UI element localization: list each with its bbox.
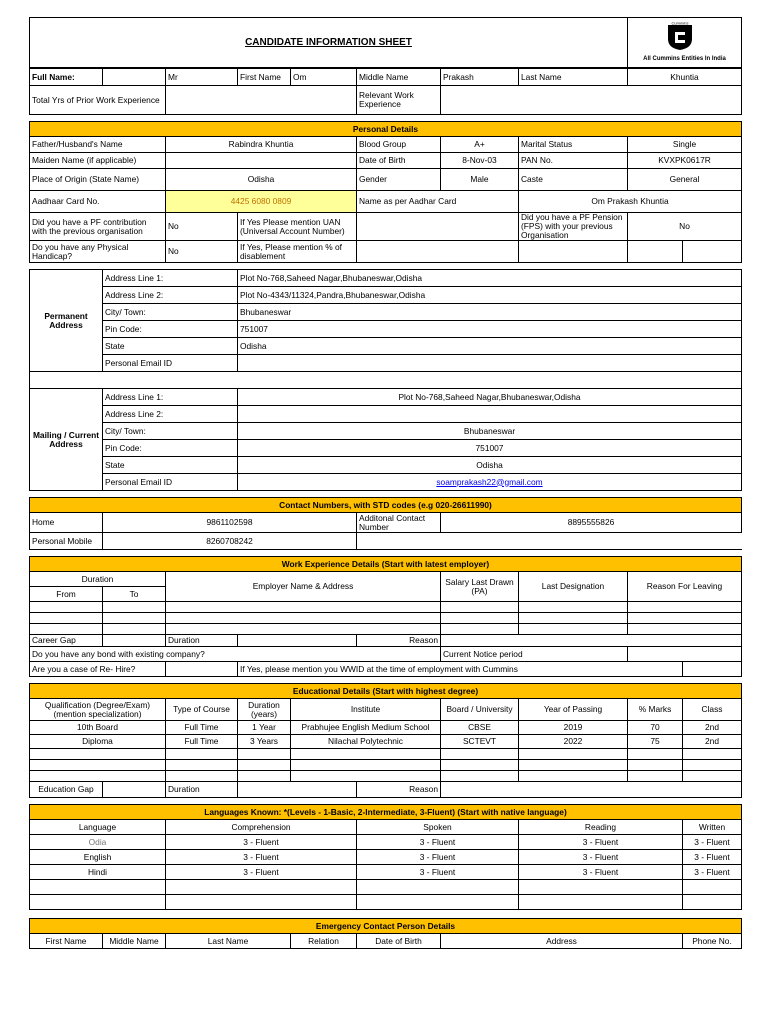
emergency-col-header: Phone No. <box>683 934 742 949</box>
mobile-field[interactable]: 8260708242 <box>103 533 357 550</box>
main-grid <box>29 68 742 949</box>
marital-status-label: Marital Status <box>519 137 628 153</box>
aadhaar-name-field[interactable]: Om Prakash Khuntia <box>519 191 742 213</box>
header-table <box>29 17 742 68</box>
gender-label: Gender <box>357 169 441 191</box>
total-experience-field[interactable] <box>166 86 357 115</box>
middle-name-field[interactable]: Prakash <box>441 69 519 86</box>
perm-value[interactable]: Bhubaneswar <box>238 304 742 321</box>
edu-col-header: Class <box>683 699 742 721</box>
aadhaar-name-label: Name as per Aadhar Card <box>357 191 519 213</box>
logo-cell <box>628 18 742 68</box>
first-name-label: First Name <box>238 69 291 86</box>
disablement-label: If Yes, Please mention % of disablement <box>238 241 357 263</box>
mail-value[interactable]: Bhubaneswar <box>238 423 742 440</box>
perm-label: Address Line 1: <box>103 270 238 287</box>
email-link[interactable]: soamprakash22@gmail.com <box>436 476 543 487</box>
maiden-name-field[interactable] <box>166 153 357 169</box>
perm-value[interactable] <box>238 355 742 372</box>
father-name-field[interactable]: Rabindra Khuntia <box>166 137 357 153</box>
caste-field[interactable]: General <box>628 169 742 191</box>
wwid-field[interactable] <box>683 662 742 677</box>
perm-label: Personal Email ID <box>103 355 238 372</box>
last-name-label: Last Name <box>519 69 628 86</box>
languages-header: Languages Known: *(Levels - 1-Basic, 2-Intermediate, 3-Fluent) (Start with native language) <box>30 805 742 820</box>
mailing-address-heading: Mailing / Current Address <box>30 389 103 491</box>
total-experience-label: Total Yrs of Prior Work Experience <box>30 86 166 115</box>
perm-value[interactable]: Plot No-768,Saheed Nagar,Bhubaneswar,Odisha <box>238 270 742 287</box>
table-row: Hindi 3 - Fluent 3 - Fluent 3 - Fluent 3 - Fluent <box>30 865 742 880</box>
fps-label: Did you have a PF Pension (FPS) with your previous Organisation <box>519 213 628 241</box>
dob-field[interactable]: 8-Nov-03 <box>441 153 519 169</box>
lang-col-header: Spoken <box>357 820 519 835</box>
origin-field[interactable]: Odisha <box>166 169 357 191</box>
blood-group-label: Blood Group <box>357 137 441 153</box>
emergency-col-header: Address <box>441 934 683 949</box>
edu-col-header: % Marks <box>628 699 683 721</box>
blood-group-field[interactable]: A+ <box>441 137 519 153</box>
mail-email-cell <box>238 474 742 491</box>
table-row: Odia 3 - Fluent 3 - Fluent 3 - Fluent 3 - Fluent <box>30 835 742 850</box>
mail-value[interactable]: 751007 <box>238 440 742 457</box>
education-gap-reason-label: Reason <box>357 782 441 798</box>
employer-header: Employer Name & Address <box>166 572 441 602</box>
reason-leaving-header: Reason For Leaving <box>628 572 742 602</box>
salutation-field[interactable]: Mr <box>166 69 238 86</box>
mail-label: State <box>103 457 238 474</box>
additional-contact-field[interactable]: 8895555826 <box>441 513 742 533</box>
pf-field[interactable]: No <box>166 213 238 241</box>
mail-label: Address Line 1: <box>103 389 238 406</box>
mail-label: Address Line 2: <box>103 406 238 423</box>
handicap-field[interactable]: No <box>166 241 238 263</box>
education-gap-duration-label: Duration <box>166 782 238 798</box>
emergency-col-header: Date of Birth <box>357 934 441 949</box>
perm-value[interactable]: Plot No-4343/11324,Pandra,Bhubaneswar,Odisha <box>238 287 742 304</box>
emergency-col-header: First Name <box>30 934 103 949</box>
career-gap-duration-label: Duration <box>166 635 238 647</box>
aadhaar-label: Aadhaar Card No. <box>30 191 166 213</box>
sheet-title-cell <box>30 18 628 68</box>
edu-col-header: Type of Course <box>166 699 238 721</box>
table-row: 10th Board Full Time 1 Year Prabhujee English Medium School CBSE 2019 70 2nd <box>30 721 742 735</box>
career-gap-label: Career Gap <box>30 635 103 647</box>
edu-col-header: Year of Passing <box>519 699 628 721</box>
career-gap-reason-label: Reason <box>357 635 441 647</box>
notice-period-field[interactable] <box>628 647 742 662</box>
emergency-col-header: Relation <box>291 934 357 949</box>
edu-col-header: Duration (years) <box>238 699 291 721</box>
uan-field[interactable] <box>357 213 519 241</box>
bond-label: Do you have any bond with existing company? <box>30 647 441 662</box>
fps-field[interactable]: No <box>628 213 742 241</box>
maiden-name-label: Maiden Name (if applicable) <box>30 153 166 169</box>
edu-col-header: Qualification (Degree/Exam) (mention specialization) <box>30 699 166 721</box>
gender-field[interactable]: Male <box>441 169 519 191</box>
from-header: From <box>30 587 103 602</box>
cummins-logo-icon <box>666 21 694 51</box>
designation-header: Last Designation <box>519 572 628 602</box>
permanent-address-heading: Permanent Address <box>30 270 103 372</box>
pan-field[interactable]: KVXPK0617R <box>628 153 742 169</box>
rehire-label: Are you a case of Re- Hire? <box>30 662 166 677</box>
to-header: To <box>103 587 166 602</box>
page-title: CANDIDATE INFORMATION SHEET <box>245 37 412 48</box>
salary-header: Salary Last Drawn (PA) <box>441 572 519 602</box>
table-row: Diploma Full Time 3 Years Nilachal Polytechnic SCTEVT 2022 75 2nd <box>30 735 742 749</box>
marital-status-field[interactable]: Single <box>628 137 742 153</box>
emergency-col-header: Middle Name <box>103 934 166 949</box>
lang-col-header: Language <box>30 820 166 835</box>
personal-details-header: Personal Details <box>30 122 742 137</box>
work-experience-header: Work Experience Details (Start with latest employer) <box>30 557 742 572</box>
dob-label: Date of Birth <box>357 153 441 169</box>
handicap-label: Do you have any Physical Handicap? <box>30 241 166 263</box>
candidate-information-sheet <box>29 17 741 949</box>
caste-label: Caste <box>519 169 628 191</box>
additional-contact-label: Additonal Contact Number <box>357 513 441 533</box>
edu-col-header: Board / University <box>441 699 519 721</box>
mail-label: Personal Email ID <box>103 474 238 491</box>
disablement-field[interactable] <box>357 241 519 263</box>
home-label: Home <box>30 513 103 533</box>
education-header: Educational Details (Start with highest degree) <box>30 684 742 699</box>
relevant-experience-label: Relevant Work Experience <box>357 86 441 115</box>
logo-caption: All Cummins Entities In India <box>643 55 726 62</box>
home-phone-field[interactable]: 9861102598 <box>103 513 357 533</box>
perm-label: City/ Town: <box>103 304 238 321</box>
full-name-label: Full Name: <box>30 69 103 86</box>
notice-period-label: Current Notice period <box>441 647 628 662</box>
mail-label: Pin Code: <box>103 440 238 457</box>
perm-label: Address Line 2: <box>103 287 238 304</box>
perm-value[interactable]: Odisha <box>238 338 742 355</box>
aadhaar-field[interactable]: 4425 6080 0809 <box>166 191 357 213</box>
origin-label: Place of Origin (State Name) <box>30 169 166 191</box>
relevant-experience-field[interactable] <box>441 86 742 115</box>
lang-col-header: Comprehension <box>166 820 357 835</box>
perm-label: State <box>103 338 238 355</box>
mail-value[interactable]: Odisha <box>238 457 742 474</box>
emergency-contact-header: Emergency Contact Person Details <box>30 919 742 934</box>
pan-label: PAN No. <box>519 153 628 169</box>
logo-text: Cummins <box>671 20 689 25</box>
table-row: English 3 - Fluent 3 - Fluent 3 - Fluent 3 - Fluent <box>30 850 742 865</box>
uan-label: If Yes Please mention UAN (Universal Account Number) <box>238 213 357 241</box>
edu-col-header: Institute <box>291 699 441 721</box>
father-name-label: Father/Husband's Name <box>30 137 166 153</box>
perm-label: Pin Code: <box>103 321 238 338</box>
first-name-field[interactable]: Om <box>291 69 357 86</box>
contact-numbers-header: Contact Numbers, with STD codes (e.g 020-26611990) <box>30 498 742 513</box>
rehire-field[interactable] <box>166 662 238 677</box>
emergency-col-header: Last Name <box>166 934 291 949</box>
pf-label: Did you have a PF contribution with the previous organisation <box>30 213 166 241</box>
wwid-label: If Yes, please mention you WWID at the time of employment with Cummins <box>238 662 683 677</box>
mobile-label: Personal Mobile <box>30 533 103 550</box>
mail-label: City/ Town: <box>103 423 238 440</box>
lang-col-header: Written <box>683 820 742 835</box>
perm-value[interactable]: 751007 <box>238 321 742 338</box>
duration-header: Duration <box>30 572 166 587</box>
mail-value[interactable]: Plot No-768,Saheed Nagar,Bhubaneswar,Odisha <box>238 389 742 406</box>
middle-name-label: Middle Name <box>357 69 441 86</box>
lang-col-header: Reading <box>519 820 683 835</box>
education-gap-label: Education Gap <box>30 782 103 798</box>
last-name-field[interactable]: Khuntia <box>628 69 742 86</box>
mail-value[interactable] <box>238 406 742 423</box>
